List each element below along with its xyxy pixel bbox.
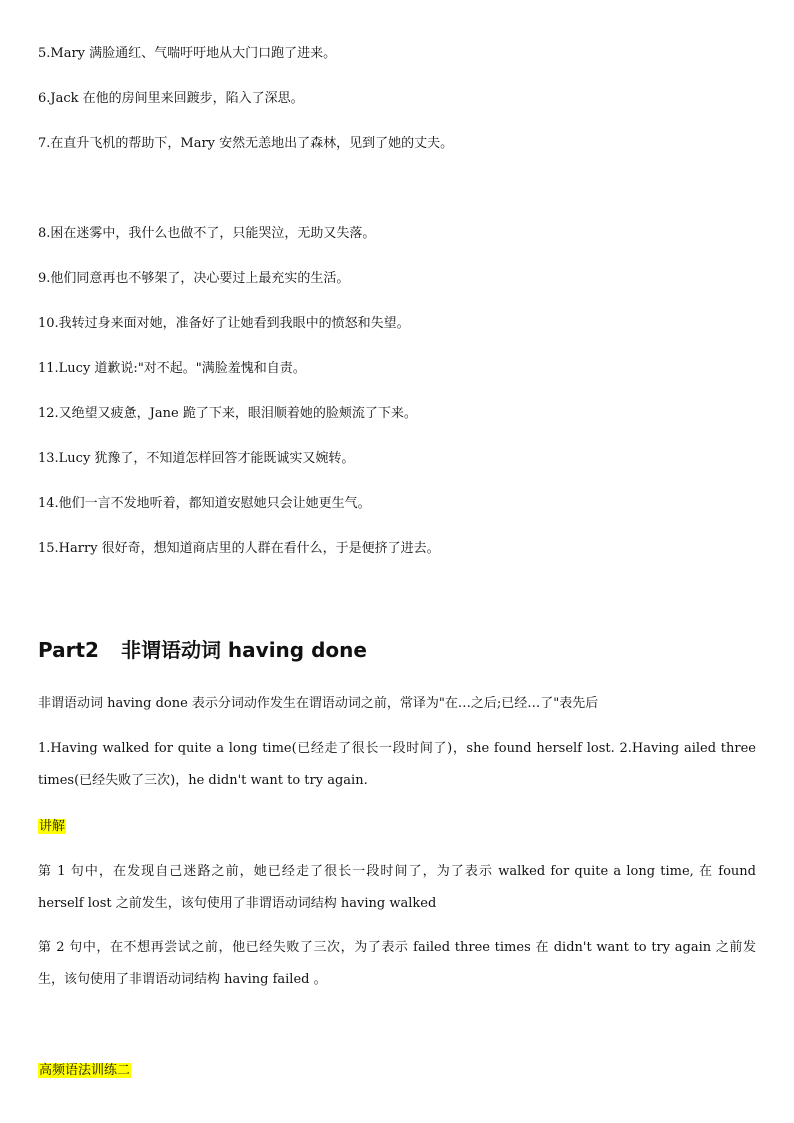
sentence-9: 9.他们同意再也不够架了，决心要过上最充实的生活。: [38, 271, 350, 286]
sentence-7: 7.在直升飞机的帮助下，Mary 安然无恙地出了森林，见到了她的丈夫。: [38, 136, 454, 151]
sentence-5: 5.Mary 满脸通红、气喘吁吁地从大门口跑了进来。: [38, 46, 337, 61]
practice-label-text: 高频语法训练二: [39, 1063, 131, 1078]
sentence-8: 8.困在迷雾中，我什么也做不了，只能哭泣，无助又失落。: [38, 226, 376, 241]
explain-paragraph-2: 第 2 句中，在不想再尝试之前，他已经失败了三次，为了表示 failed three times 在 didn't want to try again 之前发生，该句使用了非谓语动词结构 having failed 。: [38, 940, 756, 987]
sentence-10: 10.我转过身来面对她，准备好了让她看到我眼中的愤怒和失望。: [38, 316, 410, 331]
sentence-13: 13.Lucy 犹豫了，不知道怎样回答才能既诚实又婉转。: [38, 451, 355, 466]
part2-title: 非谓语动词 having done: [120, 638, 367, 662]
sentence-14: 14.他们一言不发地听着，都知道安慰她只会让她更生气。: [38, 496, 371, 511]
part2-heading: [38, 636, 367, 664]
sentence-6: 6.Jack 在他的房间里来回踱步，陷入了深思。: [38, 91, 304, 106]
explain-paragraph-1: 第 1 句中，在发现自己迷路之前，她已经走了很长一段时间了，为了表示 walked for quite a long time, 在 found herself lost 之前发生，该句使用了非谓语动词结构 having walked: [38, 864, 756, 911]
part2-label: Part2: [38, 638, 99, 662]
part2-intro: 非谓语动词 having done 表示分词动作发生在谓语动词之前，常译为"在…之后;已经…了"表先后: [38, 696, 599, 711]
sentence-15: 15.Harry 很好奇，想知道商店里的人群在看什么，于是便挤了进去。: [38, 541, 440, 556]
practice-label: [38, 1062, 131, 1080]
part2-examples: 1.Having walked for quite a long time(已经走了很长一段时间了)，she found herself lost. 2.Having ailed three times(已经失败了三次)，he didn't want to try again.: [38, 741, 756, 788]
sentence-12: 12.又绝望又疲惫，Jane 跪了下来，眼泪顺着她的脸颊流了下来。: [38, 406, 417, 421]
sentence-11: 11.Lucy 道歉说:"对不起。"满脸羞愧和自责。: [38, 361, 306, 376]
explain-label: [38, 818, 66, 836]
explain-label-text: 讲解: [39, 819, 66, 834]
